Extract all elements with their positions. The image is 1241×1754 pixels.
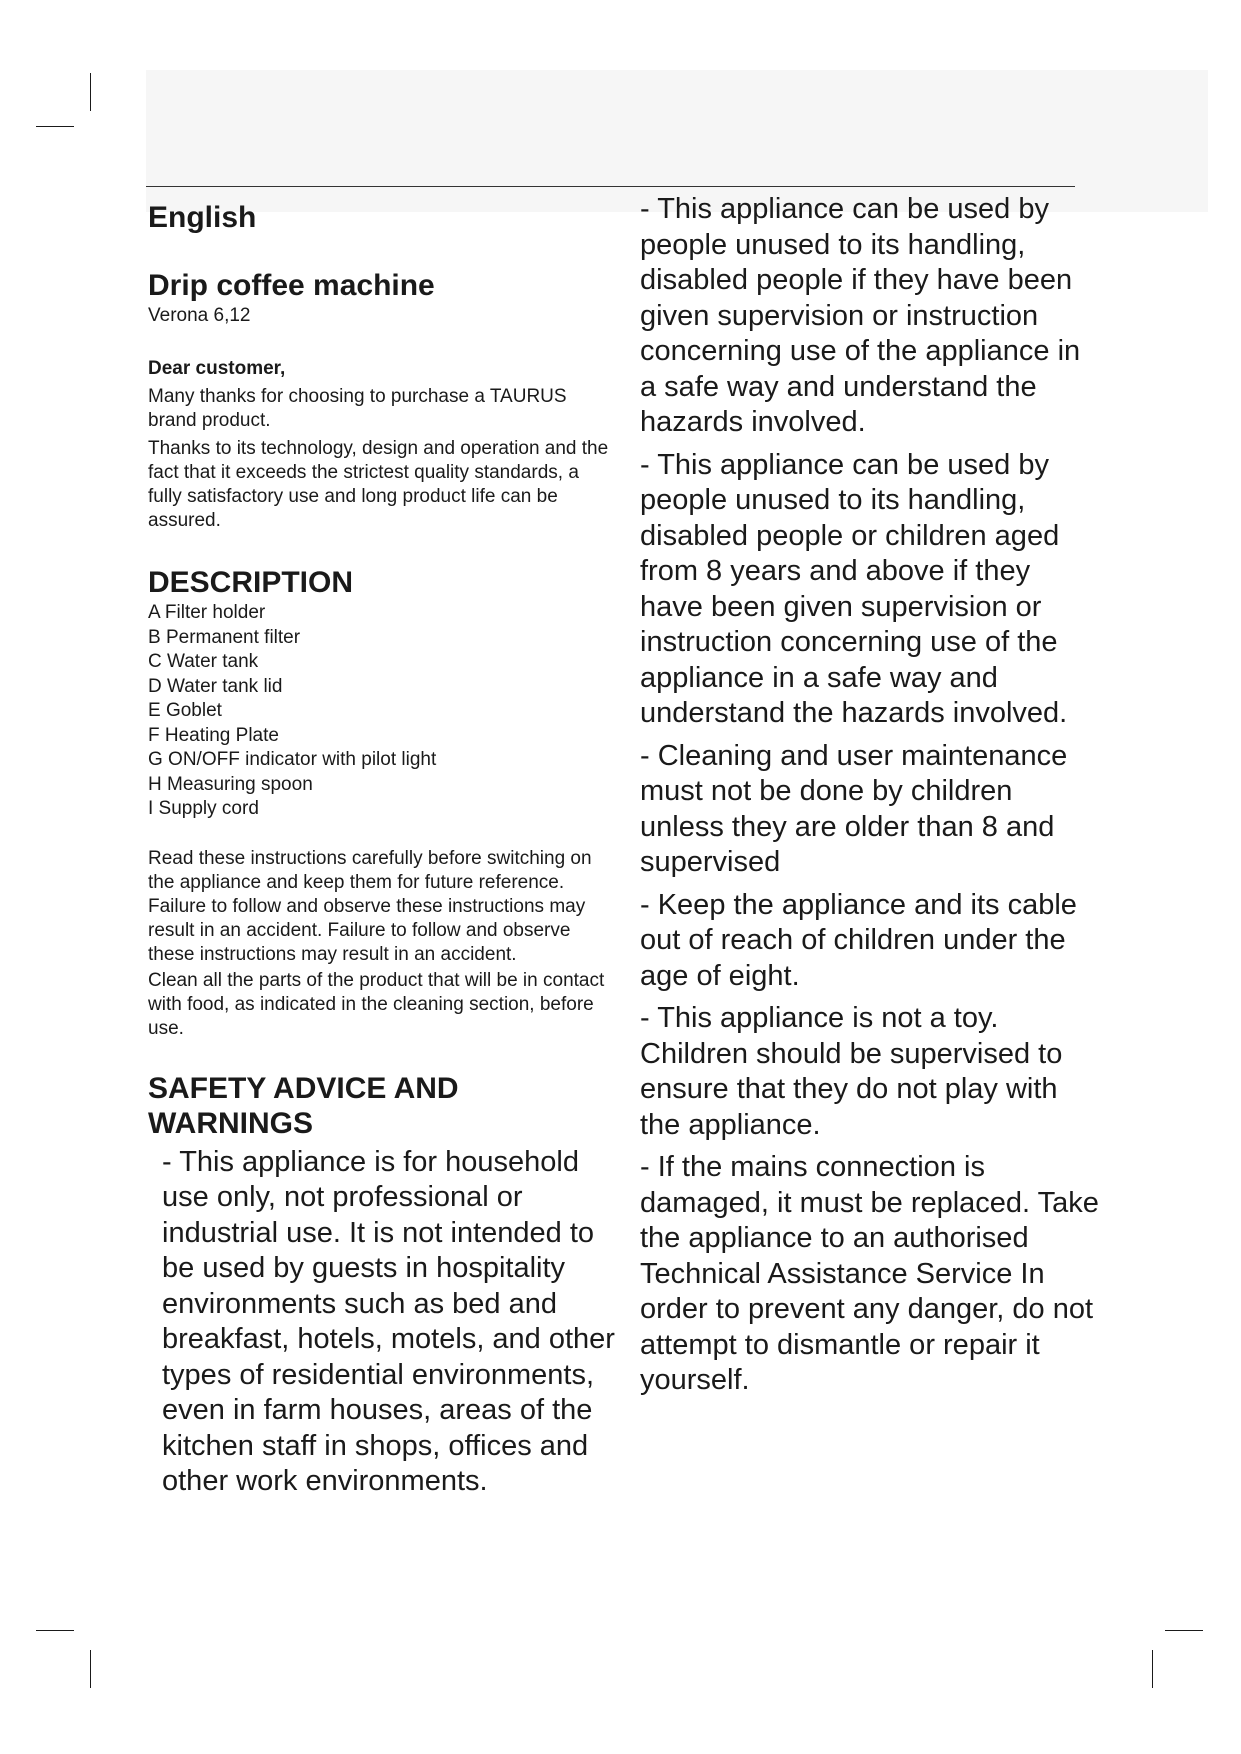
- parts-list: [148, 601, 616, 822]
- list-item: E Goblet: [148, 700, 222, 721]
- list-item: G ON/OFF indicator with pilot light: [148, 749, 437, 770]
- language-label: English: [148, 201, 257, 234]
- safety-item: - This appliance is for household use only, not professional or industrial use. It is not intended to be used by guests in hospitality environments such as bed and breakfast, hotels, motels, and other types of residential environments, even in farm houses, areas of the kitchen staff in shops, offices and other work environments.: [162, 1145, 615, 1497]
- safety-item: - Keep the appliance and its cable out of reach of children under the age of eight.: [640, 888, 1077, 992]
- crop-mark: [36, 126, 74, 127]
- right-column: [640, 192, 1100, 1406]
- crop-mark: [90, 73, 91, 111]
- left-column: [148, 192, 616, 1500]
- safety-heading: SAFETY ADVICE AND WARNINGS: [148, 1071, 459, 1140]
- list-item: A Filter holder: [148, 602, 266, 623]
- header-panel: [146, 70, 1208, 212]
- safety-item: - This appliance can be used by people unused to its handling, disabled people if they have been given supervision or instruction concerning use of the appliance in a safe way and understand the hazards involved.: [640, 193, 1081, 438]
- safety-item: - If the mains connection is damaged, it must be replaced. Take the appliance to an authorised Technical Assistance Service In order to prevent any danger, do not attempt to dismantle or repair it yourself.: [640, 1151, 1099, 1396]
- product-title: Drip coffee machine: [148, 269, 435, 302]
- crop-mark: [36, 1630, 74, 1631]
- crop-mark: [90, 1650, 91, 1688]
- intro-paragraph: Many thanks for choosing to purchase a TAURUS brand product.: [148, 386, 567, 431]
- list-item: I Supply cord: [148, 798, 259, 819]
- read-instructions: [148, 847, 616, 1041]
- instructions-paragraph: Clean all the parts of the product that will be in contact with food, as indicated in the cleaning section, before use.: [148, 969, 605, 1039]
- list-item: D Water tank lid: [148, 675, 283, 697]
- crop-mark: [1165, 1630, 1203, 1631]
- instructions-paragraph: Read these instructions carefully before switching on the appliance and keep them for future reference. Failure to follow and observe these instructions may result in an accident. Failure to follow and observe these instructions may result in an accident.: [148, 847, 592, 965]
- model-name: Verona 6,12: [148, 305, 251, 326]
- intro-paragraph: Thanks to its technology, design and operation and the fact that it exceeds the strictest quality standards, a fully satisfactory use and long product life can be assured.: [148, 438, 609, 531]
- list-item: F Heating Plate: [148, 724, 279, 746]
- list-item: C Water tank: [148, 651, 259, 672]
- header-rule: [146, 186, 1075, 187]
- description-heading: DESCRIPTION: [148, 566, 354, 599]
- safety-item: - Cleaning and user maintenance must not be done by children unless they are older than 8 and supervised: [640, 739, 1068, 878]
- list-item: H Measuring spoon: [148, 773, 313, 795]
- crop-mark: [1152, 1650, 1153, 1688]
- safety-item: - This appliance can be used by people unused to its handling, disabled people or children aged from 8 years and above if they have been given supervision or instruction concerning use of the appliance in a safe way and understand the hazards involved.: [640, 448, 1068, 729]
- safety-item: - This appliance is not a toy. Children should be supervised to ensure that they do not play with the appliance.: [640, 1002, 1063, 1141]
- greeting: Dear customer,: [148, 358, 286, 379]
- list-item: B Permanent filter: [148, 626, 301, 648]
